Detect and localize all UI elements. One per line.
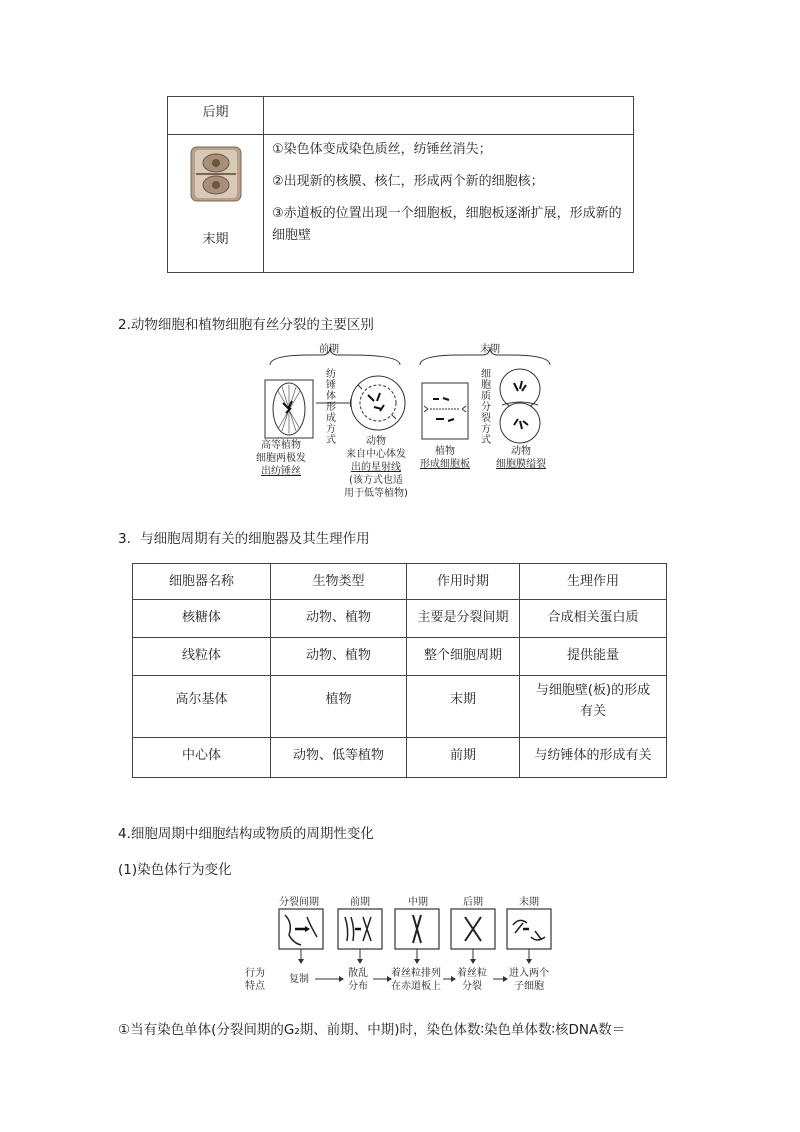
plant-prophase-caption: 高等植物 细胞两极发 出纺锤丝 [256, 440, 306, 477]
telophase-item: ①染色体变成染色质丝，纺锤丝消失； [272, 142, 492, 157]
stage-cell-late [168, 97, 264, 135]
table-row [133, 600, 667, 638]
stage-cell-telophase [168, 135, 264, 273]
table-cell: 线粒体 [133, 638, 271, 676]
table-cell: 末期 [407, 676, 520, 738]
table-cell: 与纺锤体的形成有关 [520, 738, 667, 778]
chromosome-behavior-figure [245, 893, 575, 1003]
organelle-table [132, 563, 667, 778]
table-cell: 中心体 [133, 738, 271, 778]
table-cell: 植物 [271, 676, 407, 738]
telophase-cell-image [190, 146, 242, 202]
section4-heading: 4.细胞周期中细胞结构或物质的周期性变化 [118, 826, 374, 842]
stage-title: 分裂间期 [279, 897, 319, 908]
stage-desc-telophase [264, 135, 634, 273]
stage-title: 前期 [350, 897, 370, 908]
behavior-row-label: 行为 特点 [245, 968, 265, 992]
table-cell: 动物、植物 [271, 600, 407, 638]
table-cell: 主要是分裂间期 [407, 600, 520, 638]
header-cell: 细胞器名称 [133, 564, 271, 600]
animal-prophase-caption: 动物 来自中心体发 出的星射线 (该方式也适 用于低等植物) [344, 436, 408, 499]
header-cell: 生物类型 [271, 564, 407, 600]
behavior-label: 复制 [289, 974, 309, 985]
section3-heading: 3．与细胞周期有关的细胞器及其生理作用 [118, 531, 370, 547]
stage-title: 后期 [463, 897, 483, 908]
table-row [133, 638, 667, 676]
table-header-row [133, 564, 667, 600]
stage-desc-late [264, 97, 634, 135]
table-cell: 动物、低等植物 [271, 738, 407, 778]
section4-subheading: (1)染色体行为变化 [118, 862, 232, 878]
animal-telophase-caption: 动物 细胞膜缢裂 [496, 446, 546, 470]
behavior-label: 散乱 分布 [348, 968, 368, 992]
table-cell: 与细胞壁(板)的形成有关 [520, 676, 667, 738]
prophase-label: 前期 [319, 344, 339, 355]
stage-title: 末期 [519, 897, 539, 908]
table-row [133, 738, 667, 778]
spindle-method-label: 纺 锤 体 形 成 方 式 [326, 369, 336, 446]
behavior-label: 着丝粒 分裂 [457, 968, 487, 992]
table-cell: 提供能量 [520, 638, 667, 676]
table-cell: 整个细胞周期 [407, 638, 520, 676]
telophase-label: 末期 [480, 344, 500, 355]
table-cell: 合成相关蛋白质 [520, 600, 667, 638]
stage-name: 末期 [202, 232, 229, 247]
table-cell: 动物、植物 [271, 638, 407, 676]
header-cell: 作用时期 [407, 564, 520, 600]
table-cell: 高尔基体 [133, 676, 271, 738]
stage-name: 后期 [202, 105, 229, 120]
plant-telophase-caption: 植物 形成细胞板 [420, 446, 470, 470]
table-cell: 核糖体 [133, 600, 271, 638]
header-cell: 生理作用 [520, 564, 667, 600]
paragraph-chromatid-ratio: ①当有染色单体(分裂间期的G₂期、前期、中期)时，染色体数∶染色单体数∶核DNA数＝ [118, 1022, 626, 1038]
cytoplasm-method-label: 细 胞 质 分 裂 方 式 [481, 369, 491, 446]
behavior-label: 着丝粒排列 在赤道板上 [391, 968, 441, 992]
telophase-item: ②出现新的核膜、核仁，形成两个新的细胞核； [272, 174, 544, 189]
table-cell: 前期 [407, 738, 520, 778]
plant-animal-mitosis-figure [250, 343, 570, 499]
behavior-label: 进入两个 子细胞 [509, 968, 549, 992]
mitosis-stage-table [167, 96, 634, 273]
telophase-item: ③赤道板的位置出现一个细胞板，细胞板逐渐扩展，形成新的细胞壁 [272, 206, 622, 243]
stage-title: 中期 [408, 897, 428, 908]
section2-heading: 2.动物细胞和植物细胞有丝分裂的主要区别 [118, 317, 374, 333]
table-row [133, 676, 667, 738]
